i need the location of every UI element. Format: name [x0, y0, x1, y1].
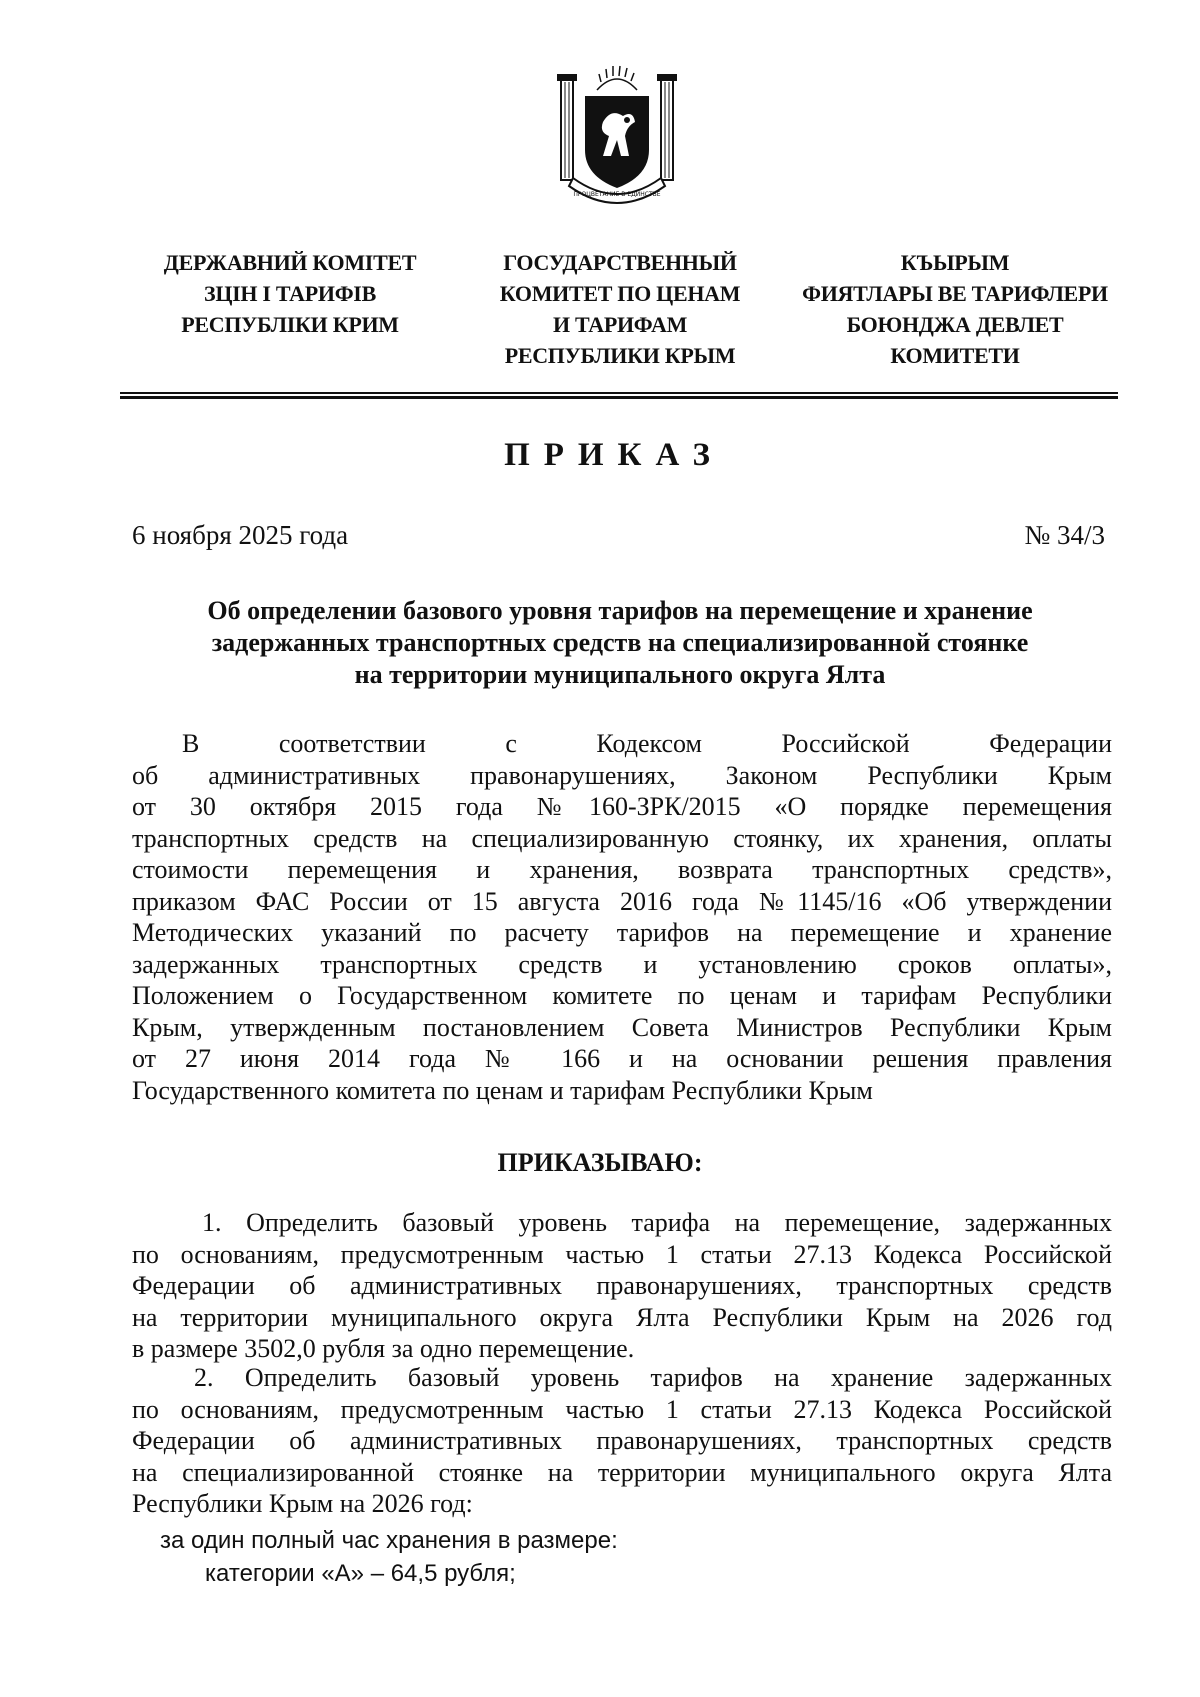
- document-number: № 34/3: [1024, 520, 1105, 550]
- header-divider-thin: [120, 392, 1118, 394]
- crimea-coat-of-arms-icon: [555, 60, 679, 210]
- org-name-ukrainian: ДЕРЖАВНИЙ КОМІТЕТ ЗЦІН І ТАРИФІВ РЕСПУБЛІКИ КРИМ: [163, 250, 417, 337]
- document-title: ПРИКАЗ: [504, 437, 724, 473]
- org-name-russian: ГОСУДАРСТВЕННЫЙ КОМИТЕТ ПО ЦЕНАМ И ТАРИФАМ РЕСПУБЛИКИ КРЫМ: [499, 250, 741, 368]
- category-a-tariff-line: категории «А» – 64,5 рубля;: [205, 1560, 516, 1587]
- order-point-2: 2. Определить базовый уровень тарифов на хранение задержанных по основаниям, предусмотренным частью 1 статьи 27.13 Кодекса Российской Федерации об административных правонарушениях, транспортных средств на специализированной стоянке на территории муниципального округа Ялта Республики Крым на 2026 год:: [132, 1363, 1112, 1518]
- order-heading: ПРИКАЗЫВАЮ:: [497, 1148, 703, 1177]
- order-point-1: 1. Определить базовый уровень тарифа на перемещение, задержанных по основаниям, предусмотренным частью 1 статьи 27.13 Кодекса Российской Федерации об административных правонарушениях, транспортных средств на территории муниципального округа Ялта Республики Крым на 2026 год в размере 3502,0 рубля за одно перемещение.: [132, 1208, 1112, 1363]
- header-divider-thick: [120, 396, 1118, 399]
- document-date: 6 ноября 2025 года: [132, 520, 349, 550]
- org-name-crimean-tatar: КЪЫРЫМ ФИЯТЛАРЫ ВЕ ТАРИФЛЕРИ БОЮНДЖА ДЕВЛЕТ КОМИТЕТИ: [802, 250, 1108, 368]
- storage-period-line: за один полный час хранения в размере:: [160, 1527, 618, 1554]
- emblem-motto: ПРОЦВЕТАНИЕ В ЕДИНСТВЕ: [573, 191, 661, 198]
- document-subject: Об определении базового уровня тарифов на перемещение и хранение задержанных транспортных средств на специализированной стоянке на территории муниципального округа Ялта: [207, 596, 1033, 689]
- preamble-paragraph: В соответствии с Кодексом Российской Федерации об административных правонарушениях, Законом Республики Крым от 30 октября 2015 года №160-ЗРК/2015 «О порядке перемещения транспортных средств на специализированную стоянку, их хранения, оплаты стоимости перемещения и хранения, возврата транспортных средств», приказом ФАС России от 15 августа 2016 года №1145/16 «Об утверждении Методических указаний по расчету тарифов на перемещение и хранение задержанных транспортных средств и установлению сроков оплаты», Положением о Государственном комитете по ценам и тарифам Республики Крым, утвержденным постановлением Совета Министров Республики Крым от 27 июня 2014 года № 166 и на основании решения правления Государственного комитета по ценам и тарифам Республики Крым: [132, 729, 1112, 1105]
